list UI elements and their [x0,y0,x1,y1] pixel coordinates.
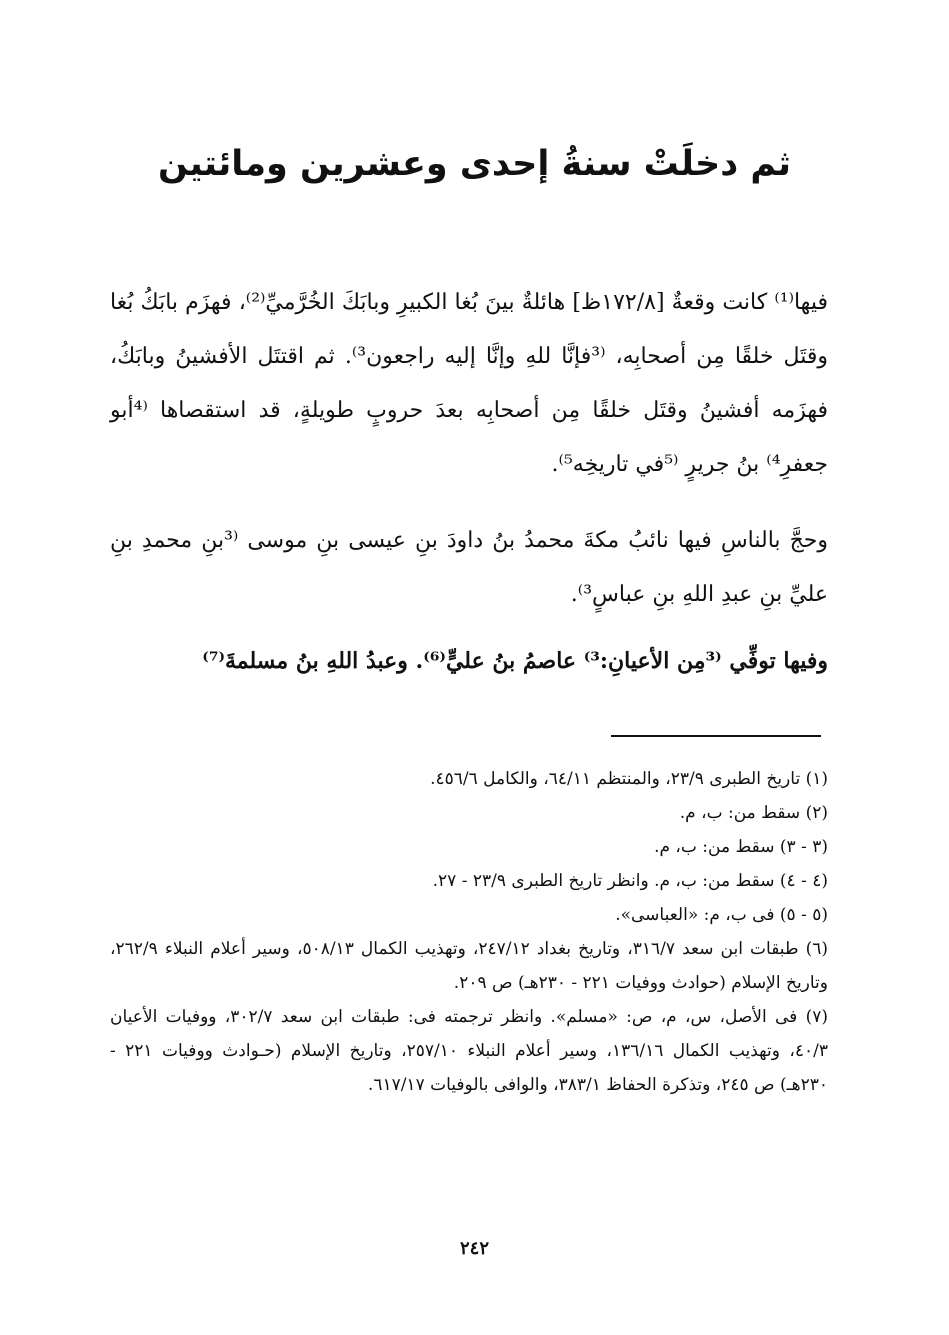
paragraph-deaths: وفيها توفِّي ⁽³مِن الأعيانِ:³⁾ عاصمُ بنُ عليٍّ⁽⁶⁾. وعبدُ اللهِ بنُ مسلمةَ⁽⁷⁾ [202,648,828,674]
footnote-7: (٧) فى الأصل، س، م، ص: «مسلم». وانظر ترجمته فى: طبقات ابن سعد ٣٠٢/٧، ووفيات الأعيان ٤٠/٣، وتهذيب الكمال ١٣٦/١٦، وسير أعلام النبلاء ٢٥٧/١٠، وتاريخ الإسلام (حـوادث ووفيات ٢٢١ - ٢٣٠هـ) ص ٢٤٥، وتذكرة الحفاظ ٣٨٣/١، والوافى بالوفيات ٦١٧/١٧. [110,1007,828,1095]
paragraph-battle: فيها⁽¹⁾ كانت وقعةٌ [١٧٢/٨ظ] هائلةٌ بينَ بُغا الكبيرِ وبابَكَ الخُرَّميِّ⁽²⁾، فهزَم بابَكُ بُغا وقتَل خلقًا مِن أصحابِه، ⁽³فإنَّا للهِ وإنَّا إليه راجعون³⁾. ثم اقتتَل الأفشينُ وبابَكُ، فهزَمه أفشينُ وقتَل خلقًا مِن أصحابِه بعدَ حروبٍ طويلةٍ، قد استقصاها ⁽⁴أبو جعفرِ⁴⁾ بنُ جريرٍ ⁽⁵في تاريخِه⁵⁾. [110,290,828,477]
footnote-3: (٣ - ٣) سقط من: ب، م. [654,837,828,857]
footnotes [110,762,828,1102]
footnote-5: (٥ - ٥) فى ب، م: «العباسى». [615,905,828,925]
chapter-heading: ثم دخلَتْ سنةُ إحدى وعشرين ومائتين [158,144,791,184]
page-number: ٢٤٢ [459,1238,489,1259]
footnote-6: (٦) طبقات ابن سعد ٣١٦/٧، وتاريخ بغداد ٢٤٧/١٢، وتهذيب الكمال ٥٠٨/١٣، وسير أعلام النبلاء ٢٦٢/٩، وتاريخ الإسلام (حوادث ووفيات ٢٢١ - ٢٣٠هـ) ص ٢٠٩. [110,939,828,993]
footnote-4: (٤ - ٤) سقط من: ب، م. وانظر تاريخ الطبرى ٢٣/٩ - ٢٧. [432,871,828,891]
main-text [110,276,828,688]
footnote-2: (٢) سقط من: ب، م. [679,803,828,823]
paragraph-pilgrimage: وحجَّ بالناسِ فيها نائبُ مكةَ محمدُ بنُ داودَ بنِ عيسى بنِ موسى ⁽³بنِ محمدِ بنِ عليِّ بنِ عبدِ اللهِ بنِ عباسٍ³⁾. [110,528,829,607]
footnote-separator [611,735,821,737]
footnote-1: (١) تاريخ الطبرى ٢٣/٩، والمنتظم ٦٤/١١، والكامل ٤٥٦/٦. [430,769,828,789]
